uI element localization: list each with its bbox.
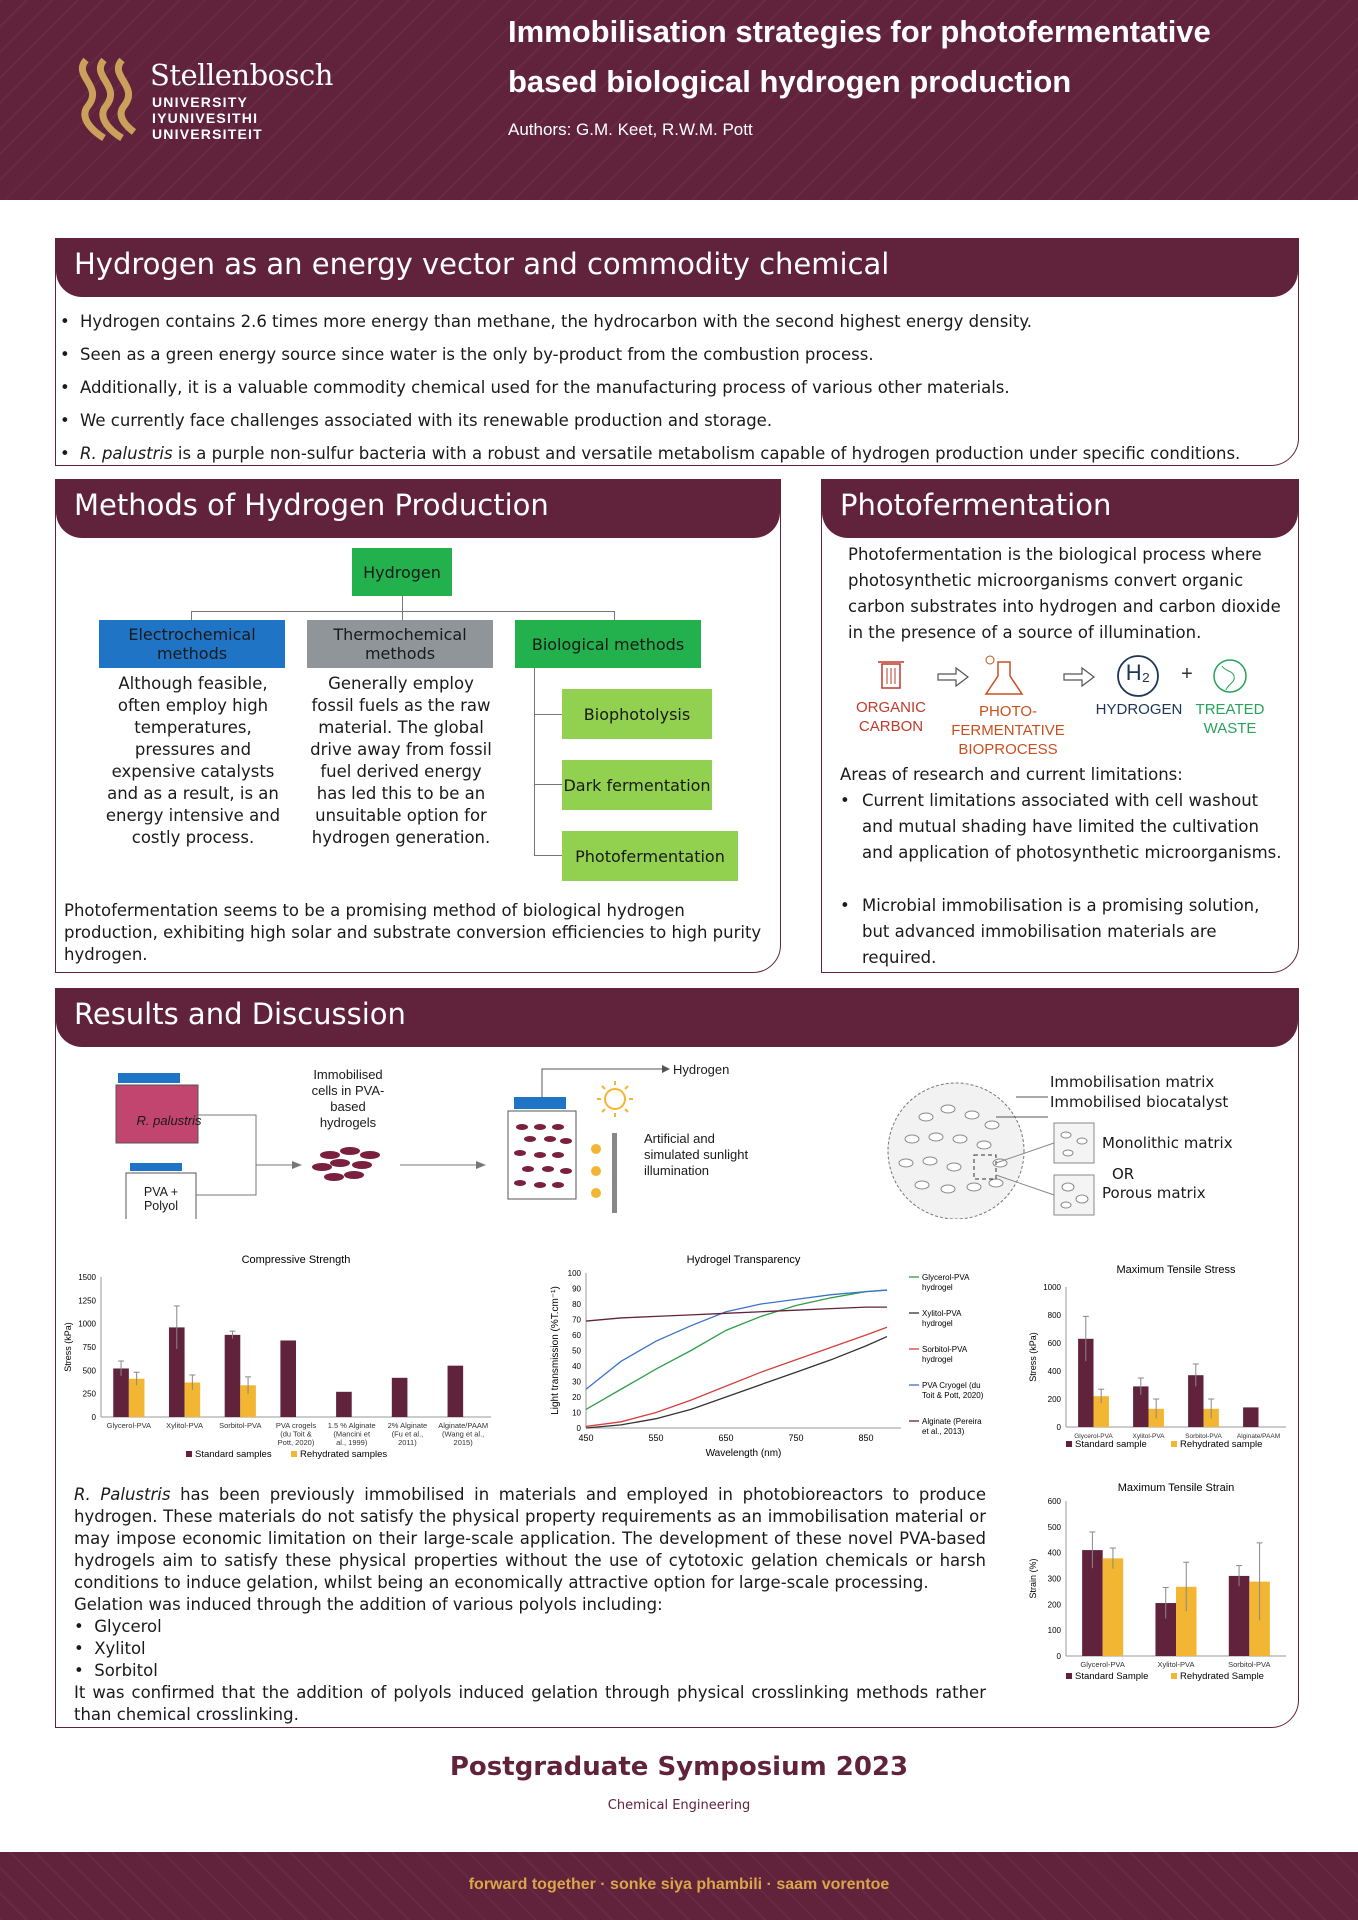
y-tick-label: 400: [1047, 1367, 1061, 1376]
legend-label: hydrogel: [922, 1355, 953, 1364]
list-item: • Current limitations associated with cell washout and mutual shading have limited the cultivation and application of photosynthetic microorganisms.: [840, 791, 1282, 862]
methods-conclusion: Photofermentation seems to be a promising method of biological hydrogen production, exhibiting high solar and substrate conversion efficiencies to high purity hydrogen.: [64, 901, 762, 964]
intro-bullets: [80, 305, 1240, 470]
photofermentation-panel: [821, 479, 1299, 973]
y-tick-label: 100: [1047, 1626, 1061, 1636]
methods-panel: [55, 479, 781, 973]
legend-label: Alginate (Pereira: [922, 1417, 982, 1426]
hydrogen-output-label: Hydrogen: [673, 1062, 730, 1077]
legend-swatch: [1066, 1441, 1072, 1447]
x-tick-label: (Wang et al.,: [442, 1429, 485, 1439]
polyol-name: Xylitol: [94, 1639, 146, 1658]
x-tick-label: Glycerol-PVA: [106, 1421, 152, 1430]
y-tick-label: 1000: [1043, 1283, 1061, 1292]
x-tick-label: Alginate/PAAM: [1236, 1433, 1281, 1440]
tensile-strain-chart: [1016, 1479, 1296, 1689]
list-item: • Glycerol: [74, 1617, 162, 1636]
section-heading: Photofermentation: [822, 480, 1298, 538]
y-tick-label: 90: [572, 1284, 581, 1294]
poster-header: [0, 0, 1358, 200]
bar: [1103, 1558, 1124, 1656]
legend-label: Standard sample: [1075, 1439, 1147, 1450]
tree-connector: [534, 855, 562, 856]
list-item: • Sorbitol: [74, 1661, 158, 1680]
y-tick-label: 750: [82, 1343, 96, 1352]
legend-swatch: [1066, 1673, 1072, 1679]
x-tick-label: al., 1999): [336, 1438, 368, 1447]
results-paragraph: [74, 1484, 986, 1594]
monolithic-label: Monolithic matrix: [1102, 1134, 1233, 1152]
poster-title-line2: based biological hydrogen production: [508, 64, 1072, 99]
porous-label: Porous matrix: [1102, 1184, 1206, 1202]
hydrogen-intro-panel: [55, 238, 1299, 466]
y-tick-label: 1000: [78, 1319, 96, 1329]
x-tick-label: (Fu et al.,: [391, 1429, 424, 1439]
y-tick-label: 800: [1047, 1311, 1061, 1320]
chart-title: Compressive Strength: [241, 1254, 351, 1266]
hydrogen-node: Hydrogen: [352, 548, 452, 596]
x-tick-label: 2015): [453, 1438, 473, 1447]
globe-icon: [1214, 660, 1246, 692]
y-tick-label: 0: [576, 1424, 581, 1433]
bar: [392, 1378, 408, 1417]
y-tick-label: 250: [82, 1389, 96, 1399]
arrow-right-icon: [938, 668, 968, 686]
y-tick-label: 600: [1047, 1339, 1061, 1348]
paragraph-text: has been previously immobilised in materials and employed in photobioreactors to produce hydrogen. These materials do not satisfy the physical property requirements as an immobilisation material or may impose economic limitation on their large-scale application. The development of these novel PVA-based hydrogels aim to satisfy these physical properties without the use of cytotoxic gelation chemicals or harsh conditions to induce gelation, whilst being an economically attractive option for large-scale processing.: [74, 1485, 986, 1592]
list-item: • We currently face challenges associated with its renewable production and storage.: [80, 404, 1240, 437]
thermochemical-node: Thermochemical methods: [307, 620, 493, 668]
symposium-subtitle: Chemical Engineering: [607, 1798, 751, 1813]
treated-waste-label: TREATED WASTE: [1195, 701, 1265, 737]
university-logo: [74, 56, 333, 146]
x-tick-label: Alginate/PAAM: [438, 1421, 489, 1430]
poster-title-line1: Immobilisation strategies for photofermentative: [508, 14, 1211, 49]
x-tick-label: Glycerol-PVA: [1080, 1660, 1125, 1669]
biological-node: Biological methods: [515, 620, 701, 668]
photofermentation-intro: Photofermentation is the biological process where photosynthetic microorganisms convert organic carbon substrates into hydrogen and carbon dioxide in the presence of a source of illumination.: [848, 545, 1281, 642]
transparency-chart: [536, 1249, 1056, 1464]
x-tick-label: (Mancini et: [333, 1429, 371, 1439]
y-tick-label: 500: [82, 1366, 96, 1376]
polyol-list: [74, 1616, 162, 1682]
legend-label: PVA Cryogel (du: [922, 1381, 981, 1390]
legend-swatch: [186, 1451, 192, 1457]
legend-label: et al., 2013): [922, 1427, 965, 1436]
bar: [280, 1340, 296, 1417]
y-tick-label: 300: [1047, 1574, 1061, 1584]
x-tick-label: Xylitol-PVA: [1132, 1433, 1165, 1440]
x-tick-label: Sorbitol-PVA: [219, 1421, 262, 1430]
x-tick-label: 450: [578, 1433, 594, 1443]
y-axis-label: Stress (kPa): [63, 1322, 73, 1372]
x-tick-label: 850: [858, 1433, 874, 1443]
polyol-name: Sorbitol: [94, 1661, 158, 1680]
bullet-text: is a purple non-sulfur bacteria with a robust and versatile metabolism capable of hydrogen production under specific conditions.: [172, 444, 1241, 463]
legend-label: Glycerol-PVA: [922, 1273, 970, 1282]
arrow-right-icon: [1064, 668, 1094, 686]
footer-tagline: forward together · sonke siya phambili · saam vorentoe: [468, 1876, 890, 1893]
biocatalyst-label: Immobilised biocatalyst: [1050, 1093, 1229, 1111]
logo-wordmark: Stellenbosch: [150, 58, 333, 92]
y-axis-label: Light transmission (%T.cm⁻¹): [550, 1286, 561, 1415]
x-tick-label: 550: [648, 1433, 664, 1443]
lamp-icon: [591, 1133, 617, 1213]
polyol-name: Glycerol: [94, 1617, 162, 1636]
legend-swatch: [1171, 1673, 1177, 1679]
list-item: • Xylitol: [74, 1639, 146, 1658]
authors: Authors: G.M. Keet, R.W.M. Pott: [508, 120, 753, 139]
y-tick-label: 400: [1047, 1548, 1061, 1558]
legend-label: Xylitol-PVA: [922, 1309, 962, 1318]
results-closing: It was confirmed that the addition of polyols induced gelation through physical crosslinking methods rather than chemical crosslinking.: [74, 1683, 986, 1724]
x-tick-label: 650: [718, 1433, 734, 1443]
tree-connector: [534, 784, 562, 785]
electrochemical-node: Electrochemical methods: [99, 620, 285, 668]
legend-label: Standard Sample: [1075, 1671, 1149, 1682]
dark-fermentation-node: Dark fermentation: [562, 760, 712, 810]
logo-line: IYUNIVESITHI: [152, 110, 259, 126]
pva-label: PVA + Polyol: [143, 1185, 179, 1213]
y-tick-label: 60: [572, 1331, 581, 1340]
illumination-label: Artificial and simulated sunlight illumination: [644, 1131, 749, 1178]
y-tick-label: 40: [572, 1362, 581, 1371]
y-tick-label: 1250: [78, 1296, 96, 1306]
bar: [1243, 1407, 1258, 1427]
chart-title: Maximum Tensile Stress: [1116, 1264, 1236, 1276]
results-panel: [55, 988, 1299, 1728]
y-tick-label: 50: [572, 1346, 581, 1356]
list-item: [80, 437, 1240, 470]
y-tick-label: 0: [1056, 1423, 1061, 1432]
legend-swatch: [1171, 1441, 1177, 1447]
bullet-text: Current limitations associated with cell washout and mutual shading have limited the cultivation and application of photosynthetic microorganisms.: [862, 791, 1282, 862]
trash-bin-icon: [878, 662, 904, 688]
legend-label: Standard samples: [195, 1449, 272, 1460]
x-tick-label: Sorbitol-PVA: [1185, 1433, 1222, 1440]
immobilised-cells-label: Immobilised cells in PVA-based hydrogels: [311, 1067, 385, 1130]
y-tick-label: 500: [1047, 1522, 1061, 1532]
poster-footer: [0, 1852, 1358, 1920]
symposium-title: Postgraduate Symposium 2023: [449, 1752, 909, 1782]
section-heading: Results and Discussion: [56, 989, 1298, 1047]
legend-label: hydrogel: [922, 1319, 953, 1328]
logo-line: UNIVERSITY: [152, 94, 249, 110]
y-axis-label: Stress (kPa): [1028, 1332, 1038, 1382]
legend-swatch: [291, 1451, 297, 1457]
bottle-label: R. palustris: [136, 1113, 202, 1128]
section-heading: Hydrogen as an energy vector and commodity chemical: [56, 239, 1298, 297]
y-tick-label: 10: [572, 1408, 581, 1418]
y-tick-label: 0: [1056, 1652, 1061, 1661]
y-tick-label: 70: [572, 1315, 581, 1325]
legend-label: Toit & Pott, 2020): [922, 1391, 984, 1400]
x-tick-label: PVA crogels: [275, 1421, 317, 1430]
legend-label: Rehydrated sample: [1180, 1439, 1263, 1450]
x-tick-label: 2011): [398, 1438, 417, 1447]
compressive-strength-chart: [56, 1249, 496, 1464]
bottle-icon: [116, 1073, 198, 1143]
y-tick-label: 30: [572, 1377, 581, 1387]
legend-label: Rehydrated samples: [300, 1449, 388, 1460]
x-tick-label: (du Toit &: [280, 1429, 312, 1439]
section-heading: Methods of Hydrogen Production: [56, 480, 780, 538]
x-tick-label: Sorbitol-PVA: [1228, 1660, 1271, 1669]
legend-label: Sorbitol-PVA: [922, 1345, 968, 1354]
tensile-stress-chart: [1016, 1259, 1296, 1459]
x-tick-label: Pott, 2020): [277, 1438, 315, 1447]
bioprocess-label: PHOTO- FERMENTATIVE BIOPROCESS: [951, 703, 1065, 758]
x-tick-label: 1.5 % Alginate: [327, 1421, 376, 1430]
list-item: • Seen as a green energy source since water is the only by-product from the combustion process.: [80, 338, 1240, 371]
series-line: [586, 1327, 887, 1426]
plus-sign: +: [1181, 663, 1193, 685]
list-item: • Hydrogen contains 2.6 times more energy than methane, the hydrocarbon with the second highest energy density.: [80, 305, 1240, 338]
x-tick-label: 2% Alginate: [387, 1421, 428, 1430]
y-tick-label: 200: [1047, 1395, 1061, 1404]
legend-label: Rehydrated Sample: [1180, 1671, 1264, 1682]
y-tick-label: 80: [572, 1300, 581, 1309]
sun-icon: [597, 1081, 633, 1117]
matrix-label: Immobilisation matrix: [1050, 1073, 1215, 1091]
organic-carbon-label: ORGANIC CARBON: [855, 699, 926, 735]
tree-connector: [534, 668, 535, 856]
series-line: [586, 1290, 887, 1389]
photobioreactor-icon: [508, 1097, 576, 1199]
chart-title: Hydrogel Transparency: [686, 1254, 801, 1266]
gelation-intro: Gelation was induced through the addition of various polyols including:: [74, 1595, 663, 1614]
bar: [225, 1335, 241, 1417]
y-tick-label: 100: [567, 1269, 581, 1278]
legend-label: hydrogel: [922, 1283, 953, 1292]
matrix-sphere-icon: [888, 1083, 1024, 1219]
tree-connector: [534, 714, 562, 715]
photofermentation-node: Photofermentation: [562, 831, 738, 881]
chart-title: Maximum Tensile Strain: [1117, 1482, 1235, 1494]
x-tick-label: Glycerol-PVA: [1074, 1433, 1113, 1440]
hydrogel-beads: [312, 1147, 380, 1181]
bullet-text: Microbial immobilisation is a promising solution, but advanced immobilisation materials are required.: [862, 896, 1260, 967]
flask-icon: [986, 656, 1022, 694]
y-tick-label: 1500: [78, 1273, 96, 1282]
stellenbosch-crest-icon: [74, 56, 140, 142]
y-tick-label: 200: [1047, 1600, 1061, 1610]
electrochemical-description: Although feasible, often employ high temperatures, pressures and expensive catalysts and as a result, is an energy intensive and costly process.: [105, 674, 281, 847]
y-axis-label: Strain (%): [1028, 1558, 1038, 1599]
logo-line: UNIVERSITEIT: [152, 126, 263, 142]
x-tick-label: 750: [788, 1433, 804, 1443]
species-name: R. palustris: [80, 444, 173, 463]
bar: [336, 1392, 352, 1417]
x-tick-label: Xylitol-PVA: [166, 1421, 204, 1430]
y-tick-label: 20: [572, 1393, 581, 1402]
bar: [1229, 1576, 1250, 1656]
bar: [448, 1366, 464, 1417]
x-axis-label: Wavelength (nm): [705, 1448, 782, 1459]
x-tick-label: Xylitol-PVA: [1157, 1660, 1195, 1669]
research-title: Areas of research and current limitations:: [840, 765, 1183, 784]
list-item: • Additionally, it is a valuable commodity chemical used for the manufacturing process of various other materials.: [80, 371, 1240, 404]
y-tick-label: 0: [91, 1413, 96, 1422]
hydrogen-label: HYDROGEN: [1095, 701, 1183, 718]
biophotolysis-node: Biophotolysis: [562, 689, 712, 739]
thermochemical-description: Generally employ fossil fuels as the raw material. The global drive away from fossil fuel derived energy has led this to be an unsuitable option for hydrogen generation.: [310, 674, 492, 847]
species-name: R. Palustris: [74, 1485, 171, 1504]
tree-connector: [402, 596, 403, 612]
y-tick-label: 600: [1047, 1497, 1061, 1506]
or-label: OR: [1112, 1165, 1135, 1183]
list-item: • Microbial immobilisation is a promising solution, but advanced immobilisation materials are required.: [840, 896, 1260, 967]
h2-symbol: H₂: [1125, 660, 1151, 685]
